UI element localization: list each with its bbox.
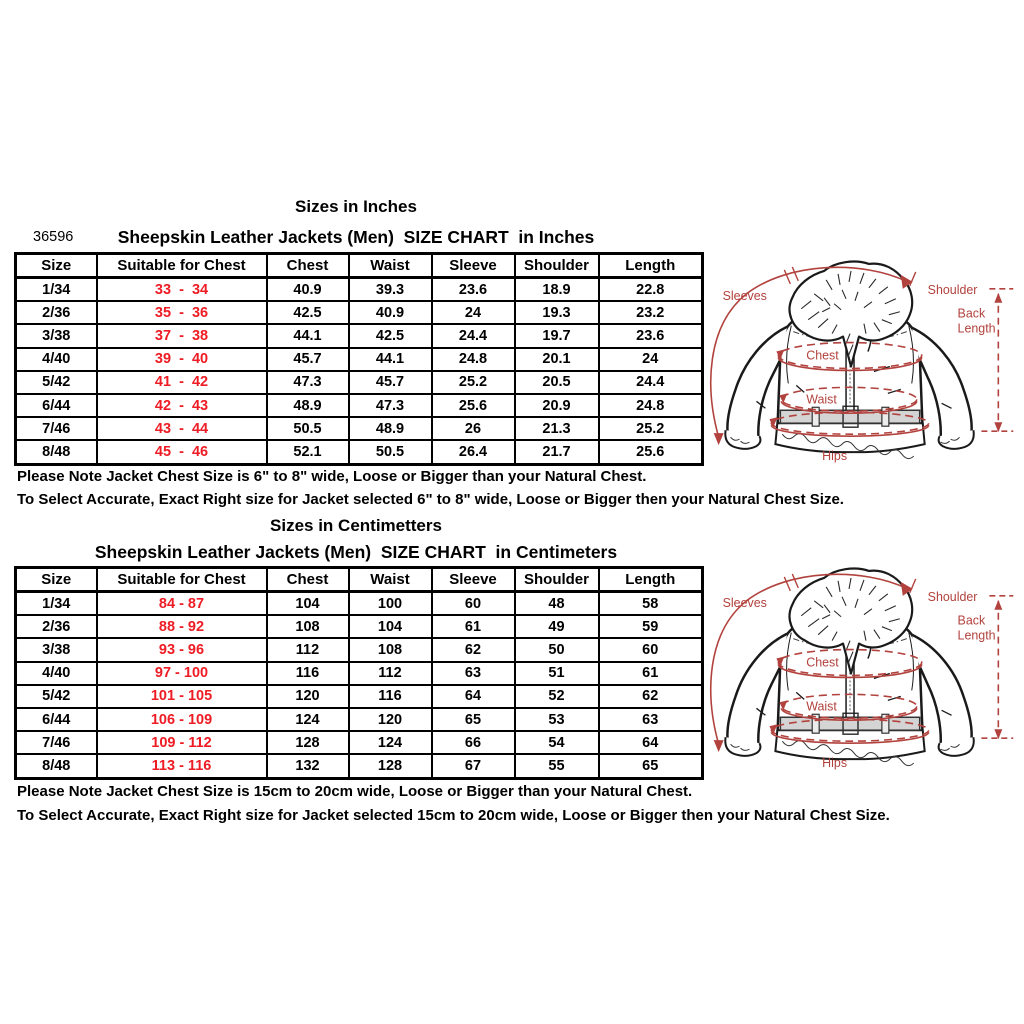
table-header-row — [16, 568, 703, 592]
table-row — [16, 371, 703, 394]
table-cell: 55 — [515, 754, 599, 778]
table-row — [16, 615, 703, 638]
table-cell: 25.6 — [432, 394, 515, 417]
table-cell: 101 - 105 — [97, 685, 267, 708]
column-header: Waist — [349, 568, 432, 592]
table-row — [16, 394, 703, 417]
table-cell: 59 — [599, 615, 703, 638]
table-cell: 61 — [432, 615, 515, 638]
table-cell: 5/42 — [16, 685, 97, 708]
column-header: Shoulder — [515, 254, 599, 278]
cm-note-2: To Select Accurate, Exact Right size for Jacket selected 15cm to 20cm wide, Loose or Bigger then your Natural Chest Size. — [17, 807, 890, 824]
table-row — [16, 417, 703, 440]
table-cell: 128 — [349, 754, 432, 778]
table-cell: 2/36 — [16, 301, 97, 324]
table-cell: 108 — [267, 615, 349, 638]
table-cell: 62 — [432, 638, 515, 661]
table-cell: 51 — [515, 662, 599, 685]
table-cell: 45 - 46 — [97, 440, 267, 464]
table-cell: 106 - 109 — [97, 708, 267, 731]
table-cell: 40.9 — [267, 278, 349, 302]
table-cell: 20.9 — [515, 394, 599, 417]
table-cell: 43 - 44 — [97, 417, 267, 440]
table-cell: 61 — [599, 662, 703, 685]
table-cell: 24 — [599, 348, 703, 371]
table-cell: 64 — [432, 685, 515, 708]
column-header: Length — [599, 254, 703, 278]
table-cell: 44.1 — [349, 348, 432, 371]
table-cell: 104 — [267, 592, 349, 616]
column-header: Suitable for Chest — [97, 254, 267, 278]
table-cell: 60 — [432, 592, 515, 616]
table-cell: 53 — [515, 708, 599, 731]
table-cell: 42 - 43 — [97, 394, 267, 417]
table-cell: 20.1 — [515, 348, 599, 371]
table-cell: 48.9 — [349, 417, 432, 440]
table-cell: 65 — [599, 754, 703, 778]
table-cell: 112 — [267, 638, 349, 661]
item-code: 36596 — [33, 229, 74, 245]
table-cell: 4/40 — [16, 662, 97, 685]
table-cell: 128 — [267, 731, 349, 754]
table-cell: 24 — [432, 301, 515, 324]
table-cell: 23.6 — [432, 278, 515, 302]
table-cell: 120 — [267, 685, 349, 708]
jacket-measurement-diagram — [695, 254, 1017, 468]
table-row — [16, 685, 703, 708]
table-cell: 1/34 — [16, 278, 97, 302]
table-cell: 48.9 — [267, 394, 349, 417]
table-cell: 39 - 40 — [97, 348, 267, 371]
table-cell: 104 — [349, 615, 432, 638]
column-header: Suitable for Chest — [97, 568, 267, 592]
table-cell: 45.7 — [349, 371, 432, 394]
table-cell: 8/48 — [16, 754, 97, 778]
table-cell: 45.7 — [267, 348, 349, 371]
table-cell: 48 — [515, 592, 599, 616]
table-row — [16, 324, 703, 347]
table-cell: 7/46 — [16, 731, 97, 754]
jacket-measurement-diagram — [695, 561, 1017, 775]
table-cell: 109 - 112 — [97, 731, 267, 754]
table-cell: 47.3 — [349, 394, 432, 417]
inches-note-2: To Select Accurate, Exact Right size for Jacket selected 6" to 8" wide, Loose or Bigger then your Natural Chest Size. — [17, 491, 844, 508]
table-cell: 84 - 87 — [97, 592, 267, 616]
table-cell: 47.3 — [267, 371, 349, 394]
table-cell: 41 - 42 — [97, 371, 267, 394]
table-cell: 35 - 36 — [97, 301, 267, 324]
back-length-label-line1: Back — [957, 306, 986, 321]
table-row — [16, 301, 703, 324]
table-cell: 21.7 — [515, 440, 599, 464]
column-header: Chest — [267, 254, 349, 278]
table-cell: 58 — [599, 592, 703, 616]
table-cell: 116 — [349, 685, 432, 708]
table-cell: 25.2 — [432, 371, 515, 394]
table-row — [16, 440, 703, 464]
table-cell: 7/46 — [16, 417, 97, 440]
section-heading-inches: Sizes in Inches — [295, 197, 417, 216]
table-cell: 4/40 — [16, 348, 97, 371]
table-cell: 120 — [349, 708, 432, 731]
table-cell: 24.4 — [599, 371, 703, 394]
size-table-cm — [14, 566, 704, 780]
size-table-inches — [14, 252, 704, 466]
table-cell: 100 — [349, 592, 432, 616]
table-cell: 124 — [349, 731, 432, 754]
table-cell: 64 — [599, 731, 703, 754]
table-row — [16, 278, 703, 302]
table-cell: 63 — [432, 662, 515, 685]
cm-note-1: Please Note Jacket Chest Size is 15cm to 20cm wide, Loose or Bigger than your Natural Chest. — [17, 783, 693, 800]
table-cell: 42.5 — [349, 324, 432, 347]
table-cell: 113 - 116 — [97, 754, 267, 778]
table-cell: 24.8 — [432, 348, 515, 371]
table-cell: 124 — [267, 708, 349, 731]
table-cell: 112 — [349, 662, 432, 685]
table-cell: 20.5 — [515, 371, 599, 394]
table-cell: 2/36 — [16, 615, 97, 638]
chest-label: Chest — [806, 348, 839, 363]
chart-title-cm: Sheepskin Leather Jackets (Men) SIZE CHART in Centimeters — [94, 542, 618, 562]
chart-title-inches: Sheepskin Leather Jackets (Men) SIZE CHART in Inches — [117, 227, 595, 247]
column-header: Length — [599, 568, 703, 592]
table-cell: 93 - 96 — [97, 638, 267, 661]
table-cell: 132 — [267, 754, 349, 778]
table-cell: 18.9 — [515, 278, 599, 302]
table-cell: 6/44 — [16, 394, 97, 417]
table-cell: 3/38 — [16, 638, 97, 661]
table-cell: 25.6 — [599, 440, 703, 464]
table-cell: 5/42 — [16, 371, 97, 394]
column-header: Size — [16, 568, 97, 592]
table-cell: 3/38 — [16, 324, 97, 347]
table-row — [16, 592, 703, 616]
table-cell: 26.4 — [432, 440, 515, 464]
table-cell: 40.9 — [349, 301, 432, 324]
table-cell: 44.1 — [267, 324, 349, 347]
column-header: Chest — [267, 568, 349, 592]
table-cell: 24.8 — [599, 394, 703, 417]
table-row — [16, 638, 703, 661]
table-header-row — [16, 254, 703, 278]
table-cell: 50.5 — [267, 417, 349, 440]
table-cell: 49 — [515, 615, 599, 638]
table-cell: 19.7 — [515, 324, 599, 347]
table-cell: 50.5 — [349, 440, 432, 464]
column-header: Shoulder — [515, 568, 599, 592]
waist-label: Waist — [806, 392, 837, 407]
table-cell: 23.6 — [599, 324, 703, 347]
table-cell: 24.4 — [432, 324, 515, 347]
table-cell: 63 — [599, 708, 703, 731]
table-cell: 23.2 — [599, 301, 703, 324]
table-row — [16, 348, 703, 371]
table-row — [16, 708, 703, 731]
column-header: Waist — [349, 254, 432, 278]
column-header: Size — [16, 254, 97, 278]
table-cell: 54 — [515, 731, 599, 754]
table-cell: 39.3 — [349, 278, 432, 302]
table-cell: 65 — [432, 708, 515, 731]
table-cell: 19.3 — [515, 301, 599, 324]
table-row — [16, 731, 703, 754]
inches-note-1: Please Note Jacket Chest Size is 6" to 8" wide, Loose or Bigger than your Natural Chest. — [17, 468, 647, 485]
table-cell: 67 — [432, 754, 515, 778]
table-cell: 22.8 — [599, 278, 703, 302]
section-heading-cm: Sizes in Centimetters — [270, 516, 442, 535]
table-cell: 52 — [515, 685, 599, 708]
column-header: Sleeve — [432, 568, 515, 592]
shoulder-label: Shoulder — [927, 282, 978, 297]
table-cell: 8/48 — [16, 440, 97, 464]
table-cell: 21.3 — [515, 417, 599, 440]
hips-label: Hips — [822, 449, 848, 464]
sleeves-label: Sleeves — [722, 288, 767, 303]
table-row — [16, 662, 703, 685]
table-cell: 88 - 92 — [97, 615, 267, 638]
table-cell: 66 — [432, 731, 515, 754]
table-cell: 116 — [267, 662, 349, 685]
table-cell: 37 - 38 — [97, 324, 267, 347]
column-header: Sleeve — [432, 254, 515, 278]
table-cell: 50 — [515, 638, 599, 661]
table-row — [16, 754, 703, 778]
table-cell: 62 — [599, 685, 703, 708]
table-cell: 60 — [599, 638, 703, 661]
table-cell: 26 — [432, 417, 515, 440]
table-cell: 6/44 — [16, 708, 97, 731]
table-cell: 52.1 — [267, 440, 349, 464]
table-cell: 33 - 34 — [97, 278, 267, 302]
table-cell: 25.2 — [599, 417, 703, 440]
back-length-label-line2: Length — [957, 321, 996, 336]
table-cell: 97 - 100 — [97, 662, 267, 685]
table-cell: 108 — [349, 638, 432, 661]
table-cell: 42.5 — [267, 301, 349, 324]
table-cell: 1/34 — [16, 592, 97, 616]
